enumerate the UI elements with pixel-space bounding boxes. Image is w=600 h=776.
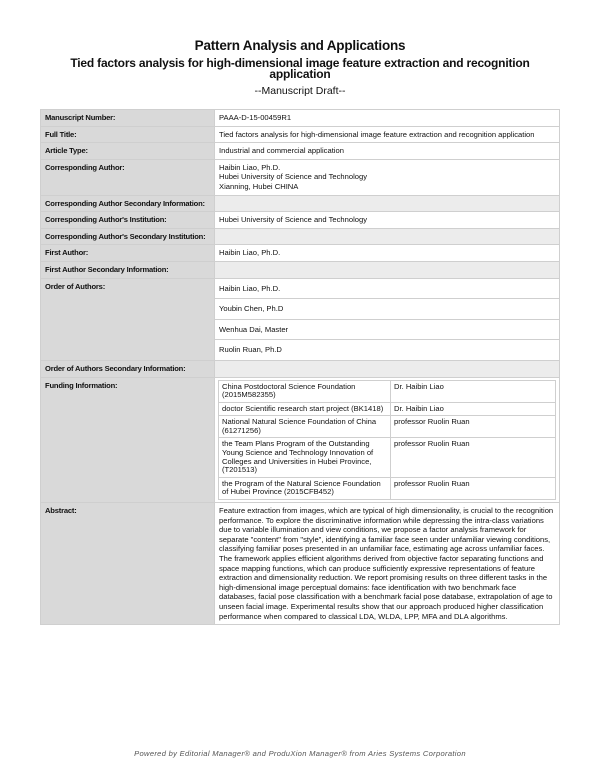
- footer-powered-by: Powered by Editorial Manager® and ProduXion Manager® from Aries Systems Corporation: [134, 749, 466, 758]
- field-label: Funding Information:: [41, 377, 215, 503]
- row-order-secondary: [41, 360, 560, 377]
- corresponding-author-name: Haibin Liao, Ph.D.: [219, 162, 281, 172]
- empty-value: [215, 195, 560, 212]
- row-corresponding-author: [41, 159, 560, 195]
- row-corresponding-secondary: [41, 195, 560, 212]
- manuscript-title: Tied factors analysis for high-dimensional image feature extraction and recognition application: [70, 56, 530, 81]
- funding-row: [219, 438, 556, 477]
- field-label: Corresponding Author Secondary Information:: [41, 195, 215, 212]
- funding-recipient: professor Ruolin Ruan: [391, 477, 556, 499]
- corresponding-author-value: [215, 159, 560, 195]
- funding-value: [215, 377, 560, 503]
- row-abstract: [41, 503, 560, 625]
- row-full-title: [41, 126, 560, 143]
- field-label: First Author:: [41, 245, 215, 262]
- author-4: Ruolin Ruan, Ph.D: [215, 340, 560, 361]
- empty-value: [215, 360, 560, 377]
- row-funding: [41, 377, 560, 503]
- funding-source: the Program of the Natural Science Foundation of Hubei Province (2015CFB452): [219, 477, 391, 499]
- first-author-value: Haibin Liao, Ph.D.: [215, 245, 560, 262]
- row-corresponding-institution: [41, 212, 560, 229]
- funding-source: doctor Scientific research start project (BK1418): [219, 402, 391, 416]
- abstract-value: Feature extraction from images, which are typical of high dimensionality, is crucial to the recognition performance. To explore the discriminative information while depressing the intra-class variations due to variable illumination and view conditions, we propose a factor analysis framework for separate "content" from "style", identifying a familiar face seen under unfamiliar viewing conditions, classifying familiar poses presented in an unfamiliar face, estimating age across unfamiliar faces. The framework applies efficient algorithms derived from objective factor separating functions and space mapping functions, which can produce sufficiently expressive representations of feature extraction and dimensionality reduction. We report promising results on three different tasks in the high-dimensional image perceptual domains: face identification with two benchmark face databases, facial pose classification with a benchmark facial pose database, extrapolation of age to unseen facial image. Experimental results show that our approach produced higher classification performance when compared to classical LDA, WLDA, LPP, MFA and DLA algorithms.: [215, 503, 560, 625]
- field-label: Order of Authors Secondary Information:: [41, 360, 215, 377]
- empty-value: [215, 261, 560, 278]
- funding-recipient: Dr. Haibin Liao: [391, 402, 556, 416]
- funding-row: [219, 416, 556, 438]
- funding-source: the Team Plans Program of the Outstanding Young Science and Technology Innovation of Colleges and Universities in Hubei Province, (T201513): [219, 438, 391, 477]
- field-label: Abstract:: [41, 503, 215, 625]
- field-label: First Author Secondary Information:: [41, 261, 215, 278]
- full-title-value: Tied factors analysis for high-dimensional image feature extraction and recognition application: [215, 126, 560, 143]
- journal-name: Pattern Analysis and Applications: [194, 38, 406, 53]
- row-article-type: [41, 143, 560, 160]
- field-label: Corresponding Author's Institution:: [41, 212, 215, 229]
- row-manuscript-number: [41, 110, 560, 127]
- field-label: Manuscript Number:: [41, 110, 215, 127]
- empty-value: [215, 228, 560, 245]
- funding-row: [219, 380, 556, 402]
- funding-recipient: Dr. Haibin Liao: [391, 380, 556, 402]
- draft-label: --Manuscript Draft--: [254, 85, 346, 97]
- funding-source: China Postdoctoral Science Foundation (2015M582355): [219, 380, 391, 402]
- manuscript-info-table: [40, 109, 560, 625]
- funding-row: [219, 402, 556, 416]
- field-label: Corresponding Author's Secondary Institution:: [41, 228, 215, 245]
- corresponding-author-affiliation: Hubei University of Science and Technology: [219, 172, 368, 182]
- manuscript-number-value: PAAA-D-15-00459R1: [215, 110, 560, 127]
- author-1: Haibin Liao, Ph.D.: [215, 278, 560, 299]
- row-first-author-secondary: [41, 261, 560, 278]
- field-label: Order of Authors:: [41, 278, 215, 360]
- funding-recipient: professor Ruolin Ruan: [391, 438, 556, 477]
- row-first-author: [41, 245, 560, 262]
- field-label: Article Type:: [41, 143, 215, 160]
- row-corresponding-secondary-institution: [41, 228, 560, 245]
- corresponding-author-location: Xianning, Hubei CHINA: [219, 181, 299, 191]
- author-2: Youbin Chen, Ph.D: [215, 299, 560, 320]
- author-3: Wenhua Dai, Master: [215, 319, 560, 340]
- funding-recipient: professor Ruolin Ruan: [391, 416, 556, 438]
- funding-source: National Natural Science Foundation of China (61271256): [219, 416, 391, 438]
- row-order-of-authors: [41, 278, 560, 299]
- field-label: Full Title:: [41, 126, 215, 143]
- corresponding-institution-value: Hubei University of Science and Technology: [215, 212, 560, 229]
- field-label: Corresponding Author:: [41, 159, 215, 195]
- funding-table: [218, 380, 556, 501]
- article-type-value: Industrial and commercial application: [215, 143, 560, 160]
- funding-row: [219, 477, 556, 499]
